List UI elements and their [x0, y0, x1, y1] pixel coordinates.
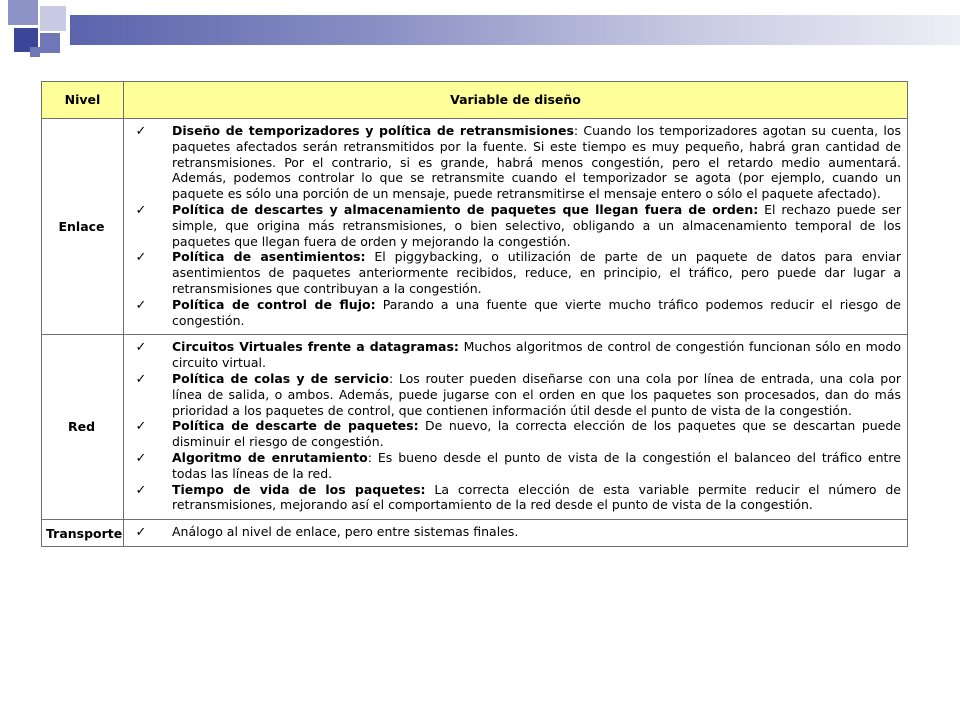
item-text: De nuevo, la correcta elección de los paquetes que se descartan puede disminuir el riesgo de congestión.	[172, 418, 901, 450]
list-item	[132, 450, 901, 482]
list-item	[132, 297, 901, 329]
checkmark-icon: ✓	[135, 525, 147, 541]
decor-square	[30, 47, 40, 57]
variables-cell	[124, 119, 908, 335]
level-cell: Enlace	[42, 119, 124, 335]
item-title: Política de colas y de servicio	[172, 370, 389, 386]
item-text: : Es bueno desde el punto de vista de la congestión el balanceo del tráfico entre todas las líneas de la red.	[172, 449, 901, 481]
level-cell: Red	[42, 335, 124, 520]
decor-square	[40, 33, 60, 53]
variables-list	[132, 524, 901, 540]
item-title: Política de descarte de paquetes:	[172, 418, 419, 434]
item-title: Tiempo de vida de los paquetes:	[172, 481, 426, 497]
checkmark-icon: ✓	[135, 202, 147, 218]
list-item	[132, 524, 901, 540]
checkmark-icon: ✓	[135, 297, 147, 313]
list-item	[132, 482, 901, 514]
list-item	[132, 339, 901, 371]
item-title: Política de control de flujo:	[172, 296, 376, 312]
checkmark-icon: ✓	[135, 419, 147, 435]
checkmark-icon: ✓	[135, 250, 147, 266]
header-variable: Variable de diseño	[124, 82, 908, 119]
item-title: Política de asentimientos:	[172, 249, 366, 265]
list-item	[132, 249, 901, 296]
item-title: Diseño de temporizadores y política de retransmisiones	[172, 123, 574, 138]
table-row	[42, 119, 908, 335]
item-text: El piggybacking, o utilización de parte de un paquete de datos para enviar asentimientos de paquetes anteriormente recibidos, reduce, en principio, el tráfico, pero puede dar lugar a retransmisiones que contribuyan a la congestión.	[172, 249, 901, 296]
item-title: Política de descartes y almacenamiento de paquetes que llegan fuera de orden:	[172, 201, 759, 217]
decor-square	[40, 6, 66, 31]
variables-cell	[124, 335, 908, 520]
variables-cell	[124, 520, 908, 547]
checkmark-icon: ✓	[135, 482, 147, 498]
header-gradient-band	[70, 15, 960, 45]
checkmark-icon: ✓	[135, 450, 147, 466]
decor-square	[8, 0, 38, 25]
item-text: : Cuando los temporizadores agotan su cuenta, los paquetes afectados serán retransmitidos por la fuente. Si este tiempo es muy pequeño, habrá gran cantidad de retransmisiones. Por el contrario, si es grande, habrá menos congestión, pero el retardo medio aumentará. Además, podemos controlar lo que se retransmite cuando el temporizador se agota (por ejemplo, cuando un paquete es sólo una porción de un mensaje, puede retransmitirse el mensaje entero o sólo el paquete afectado).	[172, 123, 901, 202]
congestion-design-table	[41, 81, 908, 547]
variables-list	[132, 339, 901, 513]
list-item	[132, 202, 901, 249]
item-text: El rechazo puede ser simple, que origina más retransmisiones, o bien selectivo, obligando a un almacenamiento temporal de los paquetes que llegan fuera de orden y mejorando la congestión.	[172, 201, 901, 249]
level-cell: Transporte	[42, 520, 124, 547]
checkmark-icon: ✓	[135, 124, 147, 139]
item-text: Muchos algoritmos de control de congestión funcionan sólo en modo circuito virtual.	[172, 339, 901, 371]
table-row	[42, 335, 908, 520]
table-row	[42, 520, 908, 547]
table-header-row	[42, 82, 908, 119]
checkmark-icon: ✓	[135, 371, 147, 387]
item-text: : Los router pueden diseñarse con una cola por línea de entrada, una cola por línea de salida, o ambos. Además, puede jugarse con el orden en que los paquetes son procesados, dan do más prioridad a los paquetes de control, que contienen información útil desde el punto de vista de la congestión.	[172, 370, 902, 418]
list-item	[132, 123, 901, 202]
checkmark-icon: ✓	[135, 340, 147, 356]
item-title: Circuitos Virtuales frente a datagramas:	[172, 339, 459, 355]
item-title: Algoritmo de enrutamiento	[172, 449, 368, 465]
list-item	[132, 418, 901, 450]
item-text: Análogo al nivel de enlace, pero entre sistemas finales.	[172, 524, 519, 540]
item-text: Parando a una fuente que vierte mucho tráfico podemos reducir el riesgo de congestión.	[172, 296, 901, 328]
list-item	[132, 371, 901, 418]
header-level: Nivel	[42, 82, 124, 119]
variables-list	[132, 123, 901, 328]
item-text: La correcta elección de esta variable permite reducir el número de retransmisiones, mejorando así el comportamiento de la red desde el punto de vista de la congestión.	[172, 481, 901, 513]
